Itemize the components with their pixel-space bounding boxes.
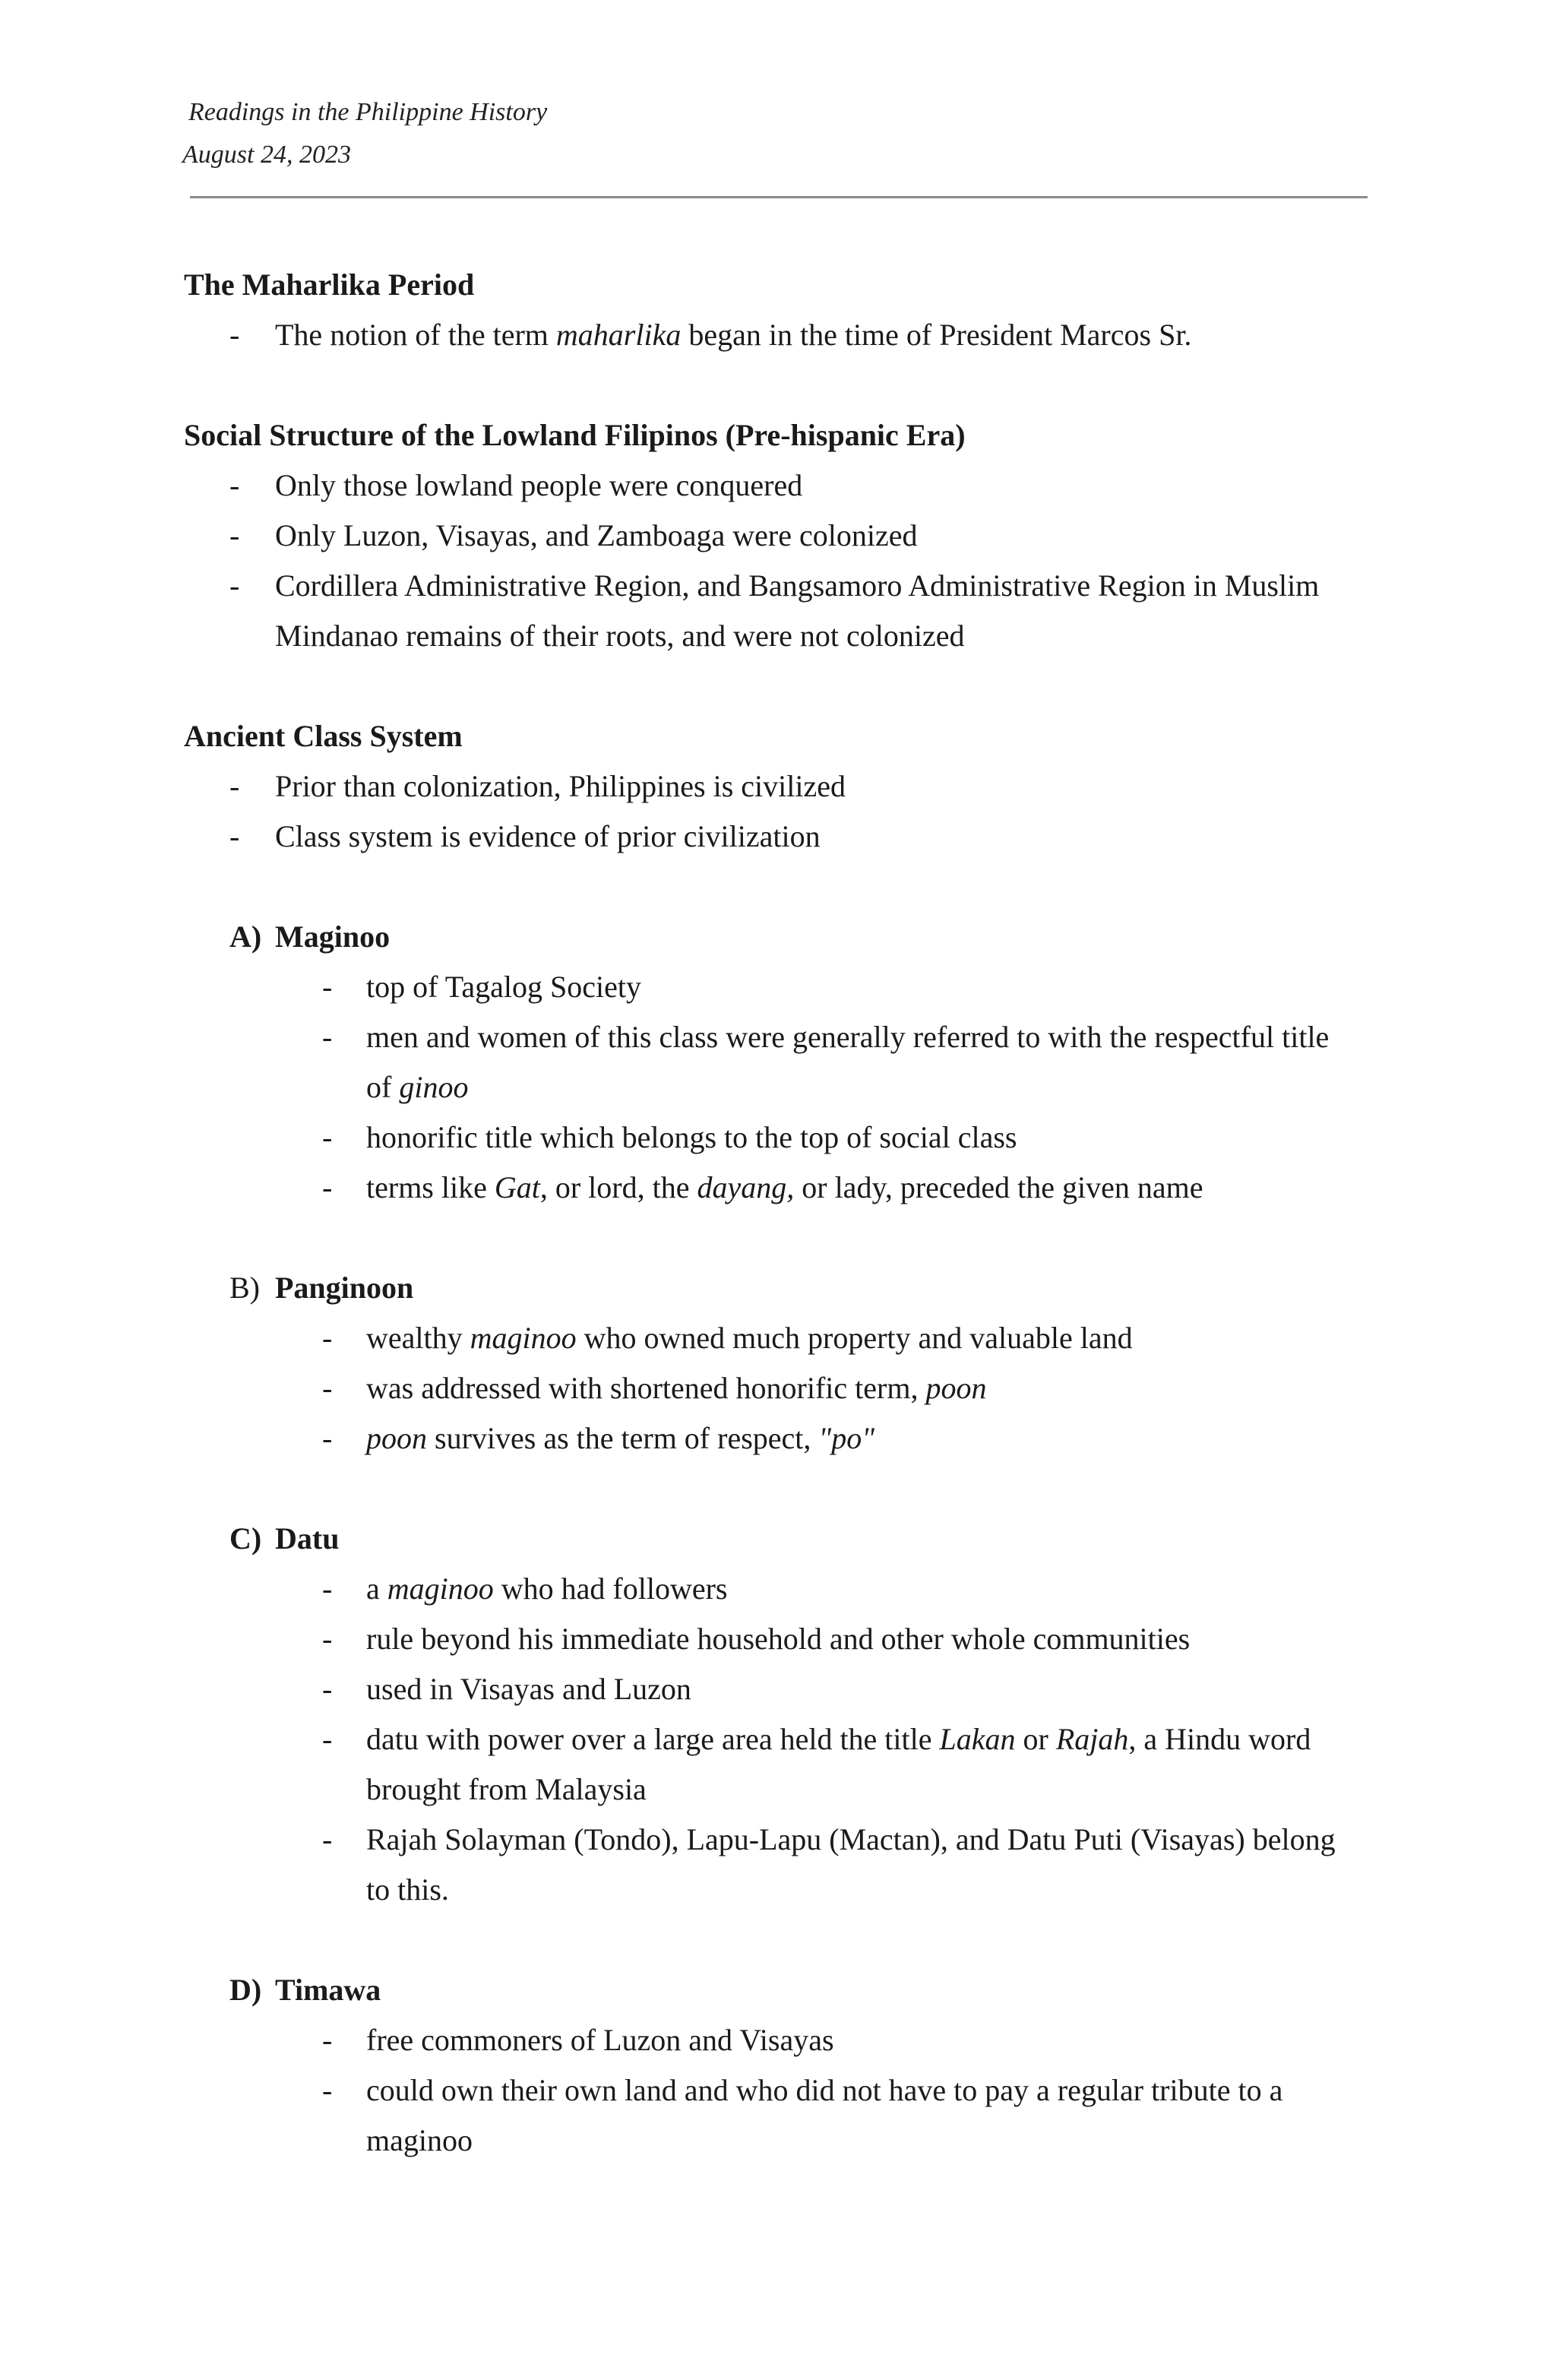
list-item: - datu with power over a large area held the title Lakan or Rajah, a Hindu word brought from Malaysia: [184, 1714, 1384, 1815]
list-item: - Prior than colonization, Philippines is civilized: [184, 761, 1384, 812]
list-item: - rule beyond his immediate household and other whole communities: [184, 1614, 1384, 1664]
subsection-marker: B): [229, 1271, 260, 1305]
dash-bullet: -: [322, 1371, 333, 1405]
dash-bullet: -: [229, 819, 240, 853]
dash-bullet: -: [322, 1622, 333, 1656]
list-item: - was addressed with shortened honorific term, poon: [184, 1363, 1384, 1413]
maginoo-list: [184, 962, 1384, 1213]
subsection-heading-panginoon: B) Panginoon: [184, 1263, 1384, 1313]
list-item: - could own their own land and who did not have to pay a regular tribute to a maginoo: [184, 2065, 1384, 2166]
document-date: August 24, 2023: [182, 141, 351, 169]
list-item: - top of Tagalog Society: [184, 962, 1384, 1012]
list-item: - poon survives as the term of respect, "po": [184, 1413, 1384, 1464]
subsection-marker: A): [229, 919, 262, 954]
dash-bullet: -: [229, 468, 240, 502]
section-heading-social-structure: Social Structure of the Lowland Filipinos (Pre-hispanic Era): [184, 418, 966, 452]
dash-bullet: -: [322, 1822, 333, 1856]
list-item: - a maginoo who had followers: [184, 1564, 1384, 1614]
dash-bullet: -: [322, 1722, 333, 1756]
section-heading-ancient-class-system: Ancient Class System: [184, 719, 463, 753]
ancient-class-list: [184, 761, 1384, 862]
dash-bullet: -: [322, 1321, 333, 1355]
social-structure-list: [184, 460, 1384, 661]
list-item: - terms like Gat, or lord, the dayang, or lady, preceded the given name: [184, 1163, 1384, 1213]
list-item: - Cordillera Administrative Region, and Bangsamoro Administrative Region in Muslim Mindanao remains of their roots, and were not colonized: [184, 561, 1384, 661]
subsection-marker: D): [229, 1973, 262, 2007]
list-item: - Only those lowland people were conquered: [184, 460, 1384, 511]
dash-bullet: -: [322, 1672, 333, 1706]
header-divider: [190, 196, 1368, 198]
panginoon-list: [184, 1313, 1384, 1464]
subsection-marker: C): [229, 1521, 262, 1556]
subsection-heading-timawa: D) Timawa: [184, 1965, 1384, 2015]
datu-list: [184, 1564, 1384, 1915]
list-item: - The notion of the term maharlika began in the time of President Marcos Sr.: [184, 310, 1384, 360]
document-body: [184, 260, 1384, 2166]
dash-bullet: -: [229, 769, 240, 803]
subsection-heading-maginoo: A) Maginoo: [184, 912, 1384, 962]
list-item: - Class system is evidence of prior civilization: [184, 812, 1384, 862]
dash-bullet: -: [322, 970, 333, 1004]
maharlika-list: [184, 310, 1384, 360]
dash-bullet: -: [322, 1120, 333, 1154]
list-item: - free commoners of Luzon and Visayas: [184, 2015, 1384, 2065]
subsection-heading-datu: C) Datu: [184, 1514, 1384, 1564]
document-header: [182, 91, 547, 176]
section-heading-maharlika: The Maharlika Period: [184, 267, 475, 302]
list-item: - men and women of this class were generally referred to with the respectful title of ginoo: [184, 1012, 1384, 1112]
dash-bullet: -: [229, 318, 240, 352]
timawa-list: [184, 2015, 1384, 2166]
dash-bullet: -: [322, 2023, 333, 2057]
dash-bullet: -: [322, 1170, 333, 1204]
list-item: - used in Visayas and Luzon: [184, 1664, 1384, 1714]
dash-bullet: -: [322, 1571, 333, 1606]
dash-bullet: -: [322, 2073, 333, 2107]
list-item: - Only Luzon, Visayas, and Zamboaga were colonized: [184, 511, 1384, 561]
dash-bullet: -: [322, 1421, 333, 1455]
list-item: - honorific title which belongs to the top of social class: [184, 1112, 1384, 1163]
dash-bullet: -: [322, 1020, 333, 1054]
dash-bullet: -: [229, 568, 240, 603]
list-item: - wealthy maginoo who owned much property and valuable land: [184, 1313, 1384, 1363]
course-title: Readings in the Philippine History: [188, 98, 548, 126]
list-item: - Rajah Solayman (Tondo), Lapu-Lapu (Mactan), and Datu Puti (Visayas) belong to this.: [184, 1815, 1384, 1915]
dash-bullet: -: [229, 518, 240, 552]
